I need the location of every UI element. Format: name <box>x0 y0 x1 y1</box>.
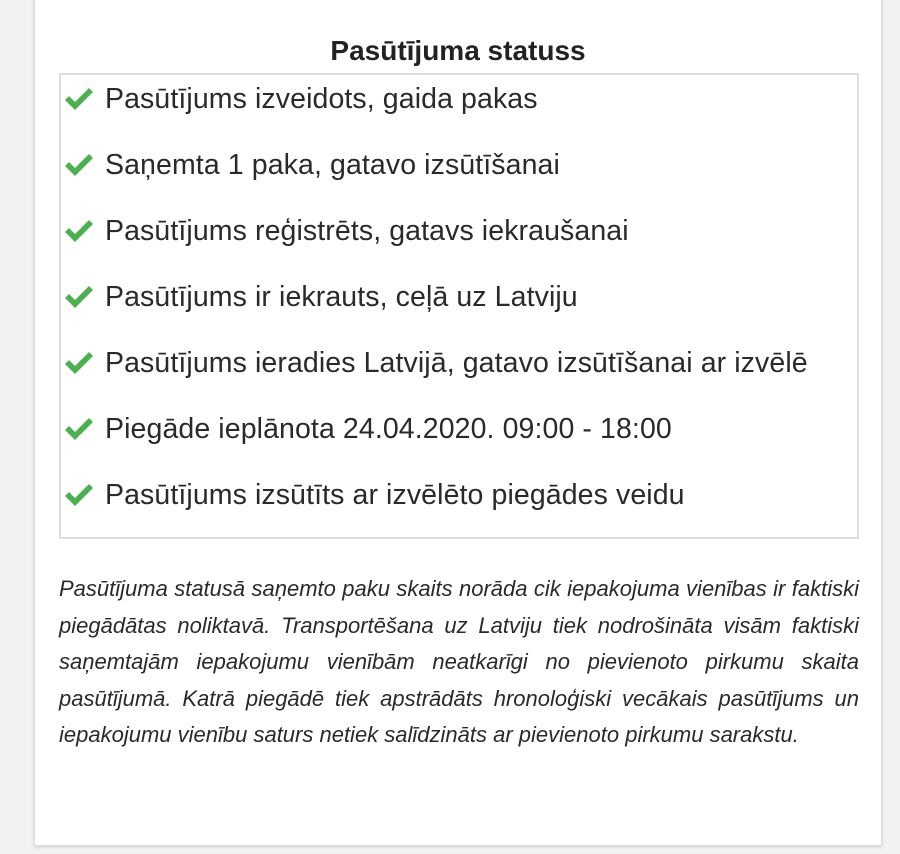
status-item <box>61 409 672 449</box>
status-list <box>59 73 859 539</box>
check-icon <box>63 481 95 509</box>
page-title: Pasūtījuma statuss <box>330 35 586 66</box>
status-label: Pasūtījums ir iekrauts, ceļā uz Latviju <box>105 280 578 313</box>
status-item <box>61 211 629 251</box>
status-label: Pasūtījums izsūtīts ar izvēlēto piegādes veidu <box>105 478 685 511</box>
check-icon <box>63 85 95 113</box>
check-icon <box>63 415 95 443</box>
status-label: Pasūtījums ieradies Latvijā, gatavo izsūtīšanai ar izvēlē <box>105 346 808 379</box>
check-icon <box>63 151 95 179</box>
check-icon <box>63 349 95 377</box>
status-note: Pasūtījuma statusā saņemto paku skaits norāda cik iepakojuma vienības ir faktiski piegādātas noliktavā. Transportēšana uz Latviju tiek nodrošināta visām faktiski saņemtajām iepakojumu vienībām neatkarīgi no pievienoto pirkumu skaita pasūtījumā. Katrā piegādē tiek apstrādāts hronoloģiski vecākais pasūtījums un iepakojumu vienību saturs netiek salīdzināts ar pievienoto pirkumu sarakstu. <box>59 576 859 747</box>
status-label: Pasūtījums izveidots, gaida pakas <box>105 82 538 115</box>
status-label: Pasūtījums reģistrēts, gatavs iekraušanai <box>105 214 629 247</box>
status-item <box>61 277 578 317</box>
status-item <box>61 343 808 383</box>
status-item <box>61 475 685 515</box>
status-item <box>61 145 560 185</box>
check-icon <box>63 217 95 245</box>
status-item <box>61 79 538 119</box>
status-label: Piegāde ieplānota 24.04.2020. 09:00 - 18:00 <box>105 412 672 445</box>
order-status-card <box>34 0 882 846</box>
check-icon <box>63 283 95 311</box>
status-label: Saņemta 1 paka, gatavo izsūtīšanai <box>105 148 560 181</box>
